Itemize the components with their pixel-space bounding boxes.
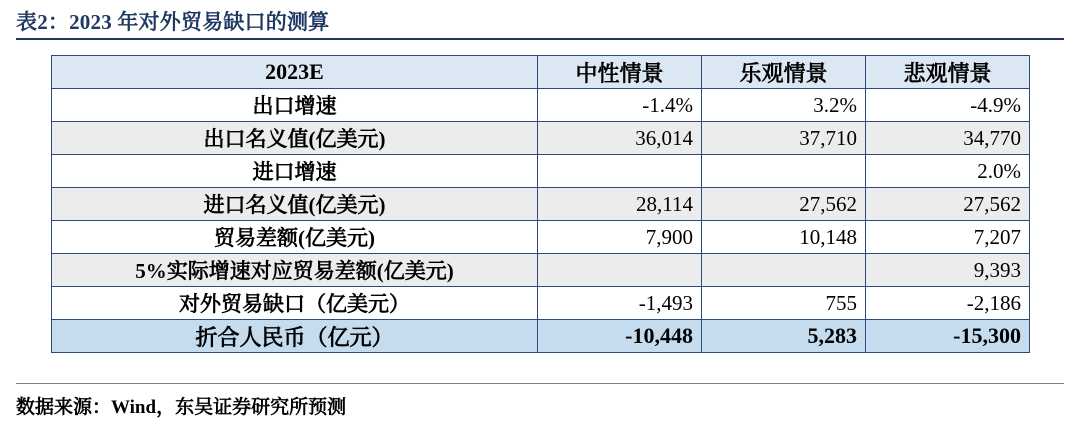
table-container <box>51 55 1029 353</box>
row-label: 出口增速 <box>52 89 538 122</box>
row-value-neutral <box>538 155 702 188</box>
row-value-pessimistic: -15,300 <box>866 320 1030 353</box>
row-value-optimistic: 37,710 <box>702 122 866 155</box>
row-value-neutral: -1.4% <box>538 89 702 122</box>
row-value-pessimistic: 2.0% <box>866 155 1030 188</box>
table-row <box>52 89 1030 122</box>
row-value-neutral: -1,493 <box>538 287 702 320</box>
row-value-neutral: 36,014 <box>538 122 702 155</box>
row-value-neutral <box>538 254 702 287</box>
row-value-optimistic: 755 <box>702 287 866 320</box>
row-value-optimistic <box>702 254 866 287</box>
column-header-pessimistic: 悲观情景 <box>866 56 1030 89</box>
table-total-row <box>52 320 1030 353</box>
row-value-optimistic: 3.2% <box>702 89 866 122</box>
table-row <box>52 122 1030 155</box>
row-value-pessimistic: -2,186 <box>866 287 1030 320</box>
source-divider <box>16 383 1064 384</box>
row-label: 进口名义值(亿美元) <box>52 188 538 221</box>
trade-gap-table <box>51 55 1030 353</box>
table-row <box>52 155 1030 188</box>
row-value-optimistic: 10,148 <box>702 221 866 254</box>
row-value-pessimistic: -4.9% <box>866 89 1030 122</box>
table-row <box>52 254 1030 287</box>
row-value-pessimistic: 7,207 <box>866 221 1030 254</box>
row-label: 折合人民币（亿元） <box>52 320 538 353</box>
row-value-optimistic <box>702 155 866 188</box>
column-header-neutral: 中性情景 <box>538 56 702 89</box>
row-value-pessimistic: 9,393 <box>866 254 1030 287</box>
column-header-scenario: 2023E <box>52 56 538 89</box>
row-label: 5%实际增速对应贸易差额(亿美元) <box>52 254 538 287</box>
row-value-optimistic: 27,562 <box>702 188 866 221</box>
row-label: 进口增速 <box>52 155 538 188</box>
row-value-neutral: 28,114 <box>538 188 702 221</box>
row-value-pessimistic: 34,770 <box>866 122 1030 155</box>
table-row <box>52 221 1030 254</box>
row-value-optimistic: 5,283 <box>702 320 866 353</box>
table-row <box>52 287 1030 320</box>
row-label: 出口名义值(亿美元) <box>52 122 538 155</box>
row-value-neutral: 7,900 <box>538 221 702 254</box>
row-value-neutral: -10,448 <box>538 320 702 353</box>
row-label: 对外贸易缺口（亿美元） <box>52 287 538 320</box>
title-divider <box>16 38 1064 40</box>
row-label: 贸易差额(亿美元) <box>52 221 538 254</box>
table-row <box>52 188 1030 221</box>
source-note: 数据来源：Wind，东吴证券研究所预测 <box>16 397 347 418</box>
table-header-row <box>52 56 1030 89</box>
column-header-optimistic: 乐观情景 <box>702 56 866 89</box>
row-value-pessimistic: 27,562 <box>866 188 1030 221</box>
page-title: 表2：2023 年对外贸易缺口的测算 <box>16 10 330 34</box>
